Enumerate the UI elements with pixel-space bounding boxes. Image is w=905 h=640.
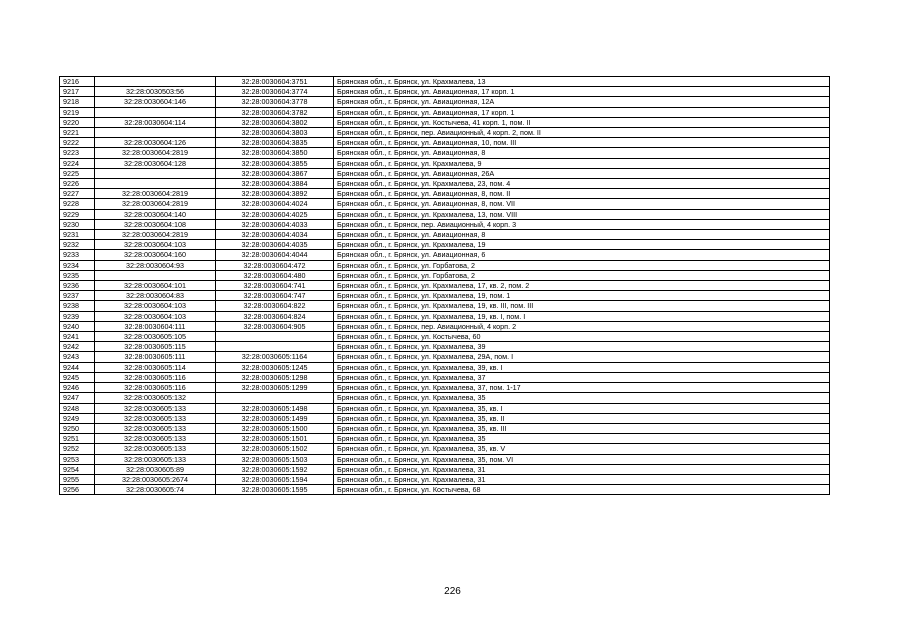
parcel-cadastral-cell <box>95 179 216 189</box>
row-number-cell: 9231 <box>60 230 95 240</box>
table-row <box>60 128 830 138</box>
address-cell: Брянская обл., г. Брянск, ул. Крахмалева, 35 <box>334 393 830 403</box>
table-row <box>60 403 830 413</box>
row-number-cell: 9227 <box>60 189 95 199</box>
row-number-cell: 9247 <box>60 393 95 403</box>
building-cadastral-cell: 32:28:0030604:4033 <box>216 219 334 229</box>
building-cadastral-cell: 32:28:0030604:3855 <box>216 158 334 168</box>
table-row <box>60 270 830 280</box>
building-cadastral-cell: 32:28:0030605:1595 <box>216 485 334 495</box>
table-row <box>60 362 830 372</box>
row-number-cell: 9248 <box>60 403 95 413</box>
building-cadastral-cell <box>216 332 334 342</box>
table-row <box>60 454 830 464</box>
parcel-cadastral-cell: 32:28:0030604:2819 <box>95 148 216 158</box>
building-cadastral-cell: 32:28:0030605:1498 <box>216 403 334 413</box>
parcel-cadastral-cell: 32:28:0030604:2819 <box>95 230 216 240</box>
address-cell: Брянская обл., г. Брянск, ул. Крахмалева, 35, кв. V <box>334 444 830 454</box>
table-row <box>60 352 830 362</box>
table-row <box>60 291 830 301</box>
table-row <box>60 301 830 311</box>
table-row <box>60 434 830 444</box>
building-cadastral-cell: 32:28:0030604:3782 <box>216 107 334 117</box>
parcel-cadastral-cell: 32:28:0030605:116 <box>95 383 216 393</box>
table-row <box>60 485 830 495</box>
row-number-cell: 9218 <box>60 97 95 107</box>
table-row <box>60 138 830 148</box>
row-number-cell: 9256 <box>60 485 95 495</box>
row-number-cell: 9216 <box>60 77 95 87</box>
building-cadastral-cell: 32:28:0030604:824 <box>216 311 334 321</box>
parcel-cadastral-cell: 32:28:0030604:2819 <box>95 199 216 209</box>
row-number-cell: 9251 <box>60 434 95 444</box>
parcel-cadastral-cell: 32:28:0030605:105 <box>95 332 216 342</box>
parcel-cadastral-cell: 32:28:0030604:83 <box>95 291 216 301</box>
row-number-cell: 9236 <box>60 281 95 291</box>
address-cell: Брянская обл., г. Брянск, ул. Авиационная, 8, пом. II <box>334 189 830 199</box>
building-cadastral-cell: 32:28:0030605:1164 <box>216 352 334 362</box>
address-cell: Брянская обл., г. Брянск, ул. Крахмалева, 19 <box>334 240 830 250</box>
table-row <box>60 189 830 199</box>
address-cell: Брянская обл., г. Брянск, ул. Крахмалева, 35, пом. VI <box>334 454 830 464</box>
row-number-cell: 9229 <box>60 209 95 219</box>
building-cadastral-cell: 32:28:0030605:1298 <box>216 372 334 382</box>
table-row <box>60 474 830 484</box>
parcel-cadastral-cell: 32:28:0030605:89 <box>95 464 216 474</box>
building-cadastral-cell: 32:28:0030605:1499 <box>216 413 334 423</box>
table-row <box>60 87 830 97</box>
row-number-cell: 9253 <box>60 454 95 464</box>
table-row <box>60 158 830 168</box>
row-number-cell: 9246 <box>60 383 95 393</box>
parcel-cadastral-cell: 32:28:0030605:114 <box>95 362 216 372</box>
row-number-cell: 9241 <box>60 332 95 342</box>
address-cell: Брянская обл., г. Брянск, ул. Авиационная, 6 <box>334 250 830 260</box>
parcel-cadastral-cell: 32:28:0030605:133 <box>95 434 216 444</box>
address-cell: Брянская обл., г. Брянск, ул. Крахмалева, 31 <box>334 474 830 484</box>
table-row <box>60 260 830 270</box>
page-number: 226 <box>444 586 461 597</box>
address-cell: Брянская обл., г. Брянск, ул. Крахмалева, 35, кв. III <box>334 423 830 433</box>
row-number-cell: 9237 <box>60 291 95 301</box>
building-cadastral-cell <box>216 393 334 403</box>
table-row <box>60 77 830 87</box>
parcel-cadastral-cell: 32:28:0030605:115 <box>95 342 216 352</box>
parcel-cadastral-cell: 32:28:0030605:133 <box>95 413 216 423</box>
parcel-cadastral-cell: 32:28:0030604:2819 <box>95 189 216 199</box>
table-row <box>60 97 830 107</box>
building-cadastral-cell <box>216 342 334 352</box>
row-number-cell: 9234 <box>60 260 95 270</box>
registry-table <box>59 76 830 495</box>
parcel-cadastral-cell: 32:28:0030604:111 <box>95 321 216 331</box>
parcel-cadastral-cell <box>95 168 216 178</box>
building-cadastral-cell: 32:28:0030605:1594 <box>216 474 334 484</box>
building-cadastral-cell: 32:28:0030604:472 <box>216 260 334 270</box>
building-cadastral-cell: 32:28:0030604:741 <box>216 281 334 291</box>
building-cadastral-cell: 32:28:0030605:1592 <box>216 464 334 474</box>
building-cadastral-cell: 32:28:0030604:3802 <box>216 117 334 127</box>
table-row <box>60 311 830 321</box>
table-row <box>60 383 830 393</box>
building-cadastral-cell: 32:28:0030604:3835 <box>216 138 334 148</box>
parcel-cadastral-cell: 32:28:0030604:101 <box>95 281 216 291</box>
address-cell: Брянская обл., г. Брянск, ул. Крахмалева, 35, кв. I <box>334 403 830 413</box>
table-row <box>60 321 830 331</box>
parcel-cadastral-cell: 32:28:0030604:146 <box>95 97 216 107</box>
address-cell: Брянская обл., г. Брянск, ул. Крахмалева, 31 <box>334 464 830 474</box>
table-row <box>60 199 830 209</box>
building-cadastral-cell: 32:28:0030604:3892 <box>216 189 334 199</box>
address-cell: Брянская обл., г. Брянск, ул. Горбатова, 2 <box>334 270 830 280</box>
row-number-cell: 9225 <box>60 168 95 178</box>
parcel-cadastral-cell: 32:28:0030605:133 <box>95 423 216 433</box>
address-cell: Брянская обл., г. Брянск, ул. Крахмалева, 37 <box>334 372 830 382</box>
row-number-cell: 9226 <box>60 179 95 189</box>
row-number-cell: 9239 <box>60 311 95 321</box>
parcel-cadastral-cell: 32:28:0030605:2674 <box>95 474 216 484</box>
table-row <box>60 117 830 127</box>
registry-table-body <box>60 77 830 495</box>
row-number-cell: 9238 <box>60 301 95 311</box>
address-cell: Брянская обл., г. Брянск, пер. Авиационный, 4 корп. 3 <box>334 219 830 229</box>
address-cell: Брянская обл., г. Брянск, ул. Крахмалева, 39 <box>334 342 830 352</box>
table-row <box>60 168 830 178</box>
building-cadastral-cell: 32:28:0030605:1501 <box>216 434 334 444</box>
parcel-cadastral-cell: 32:28:0030604:114 <box>95 117 216 127</box>
building-cadastral-cell: 32:28:0030604:4025 <box>216 209 334 219</box>
building-cadastral-cell: 32:28:0030605:1503 <box>216 454 334 464</box>
row-number-cell: 9223 <box>60 148 95 158</box>
parcel-cadastral-cell: 32:28:0030605:132 <box>95 393 216 403</box>
row-number-cell: 9228 <box>60 199 95 209</box>
table-row <box>60 250 830 260</box>
parcel-cadastral-cell: 32:28:0030605:111 <box>95 352 216 362</box>
address-cell: Брянская обл., г. Брянск, ул. Крахмалева, 37, пом. 1-17 <box>334 383 830 393</box>
table-row <box>60 372 830 382</box>
building-cadastral-cell: 32:28:0030604:3867 <box>216 168 334 178</box>
parcel-cadastral-cell: 32:28:0030604:126 <box>95 138 216 148</box>
parcel-cadastral-cell: 32:28:0030605:133 <box>95 403 216 413</box>
table-row <box>60 240 830 250</box>
table-row <box>60 107 830 117</box>
address-cell: Брянская обл., г. Брянск, ул. Авиационная, 26А <box>334 168 830 178</box>
table-row <box>60 148 830 158</box>
parcel-cadastral-cell: 32:28:0030604:140 <box>95 209 216 219</box>
address-cell: Брянская обл., г. Брянск, ул. Крахмалева, 39, кв. I <box>334 362 830 372</box>
address-cell: Брянская обл., г. Брянск, ул. Горбатова, 2 <box>334 260 830 270</box>
row-number-cell: 9249 <box>60 413 95 423</box>
parcel-cadastral-cell: 32:28:0030605:133 <box>95 444 216 454</box>
row-number-cell: 9224 <box>60 158 95 168</box>
row-number-cell: 9252 <box>60 444 95 454</box>
row-number-cell: 9245 <box>60 372 95 382</box>
row-number-cell: 9233 <box>60 250 95 260</box>
building-cadastral-cell: 32:28:0030605:1245 <box>216 362 334 372</box>
row-number-cell: 9250 <box>60 423 95 433</box>
address-cell: Брянская обл., г. Брянск, ул. Крахмалева, 23, пом. 4 <box>334 179 830 189</box>
address-cell: Брянская обл., г. Брянск, ул. Крахмалева, 9 <box>334 158 830 168</box>
building-cadastral-cell: 32:28:0030604:480 <box>216 270 334 280</box>
building-cadastral-cell: 32:28:0030604:3803 <box>216 128 334 138</box>
parcel-cadastral-cell: 32:28:0030604:128 <box>95 158 216 168</box>
row-number-cell: 9217 <box>60 87 95 97</box>
building-cadastral-cell: 32:28:0030604:3751 <box>216 77 334 87</box>
building-cadastral-cell: 32:28:0030604:905 <box>216 321 334 331</box>
building-cadastral-cell: 32:28:0030604:3778 <box>216 97 334 107</box>
address-cell: Брянская обл., г. Брянск, ул. Крахмалева, 13 <box>334 77 830 87</box>
row-number-cell: 9255 <box>60 474 95 484</box>
building-cadastral-cell: 32:28:0030604:4035 <box>216 240 334 250</box>
row-number-cell: 9242 <box>60 342 95 352</box>
parcel-cadastral-cell: 32:28:0030604:103 <box>95 301 216 311</box>
row-number-cell: 9243 <box>60 352 95 362</box>
parcel-cadastral-cell: 32:28:0030604:103 <box>95 311 216 321</box>
address-cell: Брянская обл., г. Брянск, ул. Авиационная, 8 <box>334 230 830 240</box>
row-number-cell: 9219 <box>60 107 95 117</box>
address-cell: Брянская обл., г. Брянск, ул. Костычева, 41 корп. 1, пом. II <box>334 117 830 127</box>
address-cell: Брянская обл., г. Брянск, ул. Крахмалева, 35 <box>334 434 830 444</box>
address-cell: Брянская обл., г. Брянск, ул. Крахмалева, 29А, пом. I <box>334 352 830 362</box>
address-cell: Брянская обл., г. Брянск, ул. Авиационная, 8, пом. VII <box>334 199 830 209</box>
address-cell: Брянская обл., г. Брянск, ул. Крахмалева, 35, кв. II <box>334 413 830 423</box>
address-cell: Брянская обл., г. Брянск, ул. Авиационная, 12А <box>334 97 830 107</box>
table-row <box>60 209 830 219</box>
parcel-cadastral-cell <box>95 270 216 280</box>
table-row <box>60 444 830 454</box>
address-cell: Брянская обл., г. Брянск, ул. Авиационная, 17 корп. 1 <box>334 107 830 117</box>
row-number-cell: 9235 <box>60 270 95 280</box>
table-row <box>60 413 830 423</box>
row-number-cell: 9244 <box>60 362 95 372</box>
building-cadastral-cell: 32:28:0030604:822 <box>216 301 334 311</box>
table-row <box>60 342 830 352</box>
parcel-cadastral-cell <box>95 128 216 138</box>
table-row <box>60 281 830 291</box>
parcel-cadastral-cell: 32:28:0030604:160 <box>95 250 216 260</box>
address-cell: Брянская обл., г. Брянск, ул. Авиационная, 8 <box>334 148 830 158</box>
address-cell: Брянская обл., г. Брянск, ул. Костычева, 68 <box>334 485 830 495</box>
table-row <box>60 464 830 474</box>
parcel-cadastral-cell: 32:28:0030605:133 <box>95 454 216 464</box>
address-cell: Брянская обл., г. Брянск, пер. Авиационный, 4 корп. 2, пом. II <box>334 128 830 138</box>
table-row <box>60 179 830 189</box>
building-cadastral-cell: 32:28:0030604:4034 <box>216 230 334 240</box>
address-cell: Брянская обл., г. Брянск, ул. Крахмалева, 19, кв. III, пом. III <box>334 301 830 311</box>
building-cadastral-cell: 32:28:0030604:747 <box>216 291 334 301</box>
parcel-cadastral-cell: 32:28:0030605:74 <box>95 485 216 495</box>
building-cadastral-cell: 32:28:0030604:3850 <box>216 148 334 158</box>
building-cadastral-cell: 32:28:0030604:3774 <box>216 87 334 97</box>
address-cell: Брянская обл., г. Брянск, ул. Крахмалева, 13, пом. VIII <box>334 209 830 219</box>
row-number-cell: 9222 <box>60 138 95 148</box>
building-cadastral-cell: 32:28:0030605:1502 <box>216 444 334 454</box>
row-number-cell: 9230 <box>60 219 95 229</box>
building-cadastral-cell: 32:28:0030605:1500 <box>216 423 334 433</box>
building-cadastral-cell: 32:28:0030604:4044 <box>216 250 334 260</box>
address-cell: Брянская обл., г. Брянск, ул. Крахмалева, 17, кв. 2, пом. 2 <box>334 281 830 291</box>
row-number-cell: 9240 <box>60 321 95 331</box>
parcel-cadastral-cell: 32:28:0030604:103 <box>95 240 216 250</box>
address-cell: Брянская обл., г. Брянск, пер. Авиационный, 4 корп. 2 <box>334 321 830 331</box>
row-number-cell: 9220 <box>60 117 95 127</box>
parcel-cadastral-cell <box>95 77 216 87</box>
row-number-cell: 9221 <box>60 128 95 138</box>
address-cell: Брянская обл., г. Брянск, ул. Костычева, 60 <box>334 332 830 342</box>
parcel-cadastral-cell: 32:28:0030605:116 <box>95 372 216 382</box>
address-cell: Брянская обл., г. Брянск, ул. Авиационная, 10, пом. III <box>334 138 830 148</box>
building-cadastral-cell: 32:28:0030604:4024 <box>216 199 334 209</box>
address-cell: Брянская обл., г. Брянск, ул. Крахмалева, 19, кв. I, пом. I <box>334 311 830 321</box>
table-row <box>60 393 830 403</box>
address-cell: Брянская обл., г. Брянск, ул. Крахмалева, 19, пом. 1 <box>334 291 830 301</box>
row-number-cell: 9232 <box>60 240 95 250</box>
parcel-cadastral-cell: 32:28:0030604:93 <box>95 260 216 270</box>
parcel-cadastral-cell: 32:28:0030503:56 <box>95 87 216 97</box>
building-cadastral-cell: 32:28:0030605:1299 <box>216 383 334 393</box>
table-row <box>60 219 830 229</box>
address-cell: Брянская обл., г. Брянск, ул. Авиационная, 17 корп. 1 <box>334 87 830 97</box>
building-cadastral-cell: 32:28:0030604:3884 <box>216 179 334 189</box>
row-number-cell: 9254 <box>60 464 95 474</box>
parcel-cadastral-cell: 32:28:0030604:108 <box>95 219 216 229</box>
table-row <box>60 230 830 240</box>
table-row <box>60 332 830 342</box>
table-row <box>60 423 830 433</box>
parcel-cadastral-cell <box>95 107 216 117</box>
